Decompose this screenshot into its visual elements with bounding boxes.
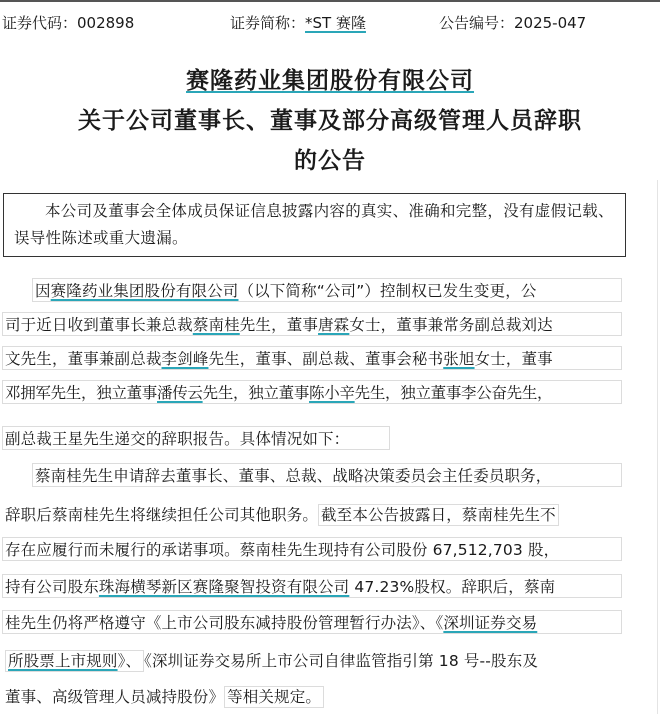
text: 董事、高级管理人员减持股份》: [5, 688, 225, 706]
text: 司于近日收到董事长兼总裁: [5, 316, 193, 334]
body-line: [2, 502, 622, 526]
body-line: [2, 380, 622, 404]
text: 先生，独立董事: [202, 384, 310, 402]
text: 文先生，董事兼副总裁: [5, 350, 162, 368]
security-code: 证券代码：002898: [2, 14, 135, 32]
text: 副总裁王星先生递交的辞职报告。具体情况如下：: [5, 430, 350, 448]
body-line: [2, 312, 622, 336]
text: 47.23%股权。辞职后，蔡南: [349, 578, 556, 596]
body-line: [32, 463, 622, 487]
text: 截至本公告披露日，蔡南桂先生不: [318, 504, 559, 526]
security-abbr-link[interactable]: *ST 赛隆: [305, 14, 366, 32]
person-link[interactable]: 潘传云: [157, 384, 203, 402]
security-abbr-label: [230, 10, 366, 36]
text: 》、: [117, 652, 142, 670]
body-line: [2, 648, 622, 672]
text: 蔡南桂先生申请辞去董事长、董事、总裁、战略决策委员会主任委员职务，: [35, 467, 552, 485]
text: （以下简称“公司”）控制权已发生变更，公: [238, 282, 537, 300]
text: 邓拥军先生，独立董事: [5, 384, 158, 402]
person-link[interactable]: 李剑峰: [161, 350, 209, 368]
abbr-label: 证券简称：: [230, 14, 306, 32]
top-border: [0, 0, 660, 2]
text: 先生，独立董事李公奋先生，: [354, 384, 553, 402]
text: 先生，董事: [239, 316, 319, 334]
body-line: [2, 537, 622, 561]
regulation-link-box: [5, 650, 144, 672]
regulation-link[interactable]: 所股票上市规则: [8, 652, 118, 670]
person-link[interactable]: 唐霖: [318, 316, 350, 334]
body-line: [2, 574, 622, 598]
person-link[interactable]: 蔡南桂: [192, 316, 240, 334]
text: 女士，董事兼常务副总裁刘达: [349, 316, 553, 334]
company-title: [0, 62, 660, 95]
text: 《深圳证券交易所上市公司自律监管指引第 18 号--股东及: [144, 652, 538, 670]
person-link[interactable]: 张旭: [443, 350, 475, 368]
page-edge: [657, 180, 658, 714]
disclaimer-box: [3, 193, 626, 257]
company-name-link[interactable]: 珠海横琴新区赛隆聚智投资有限公司: [98, 578, 350, 596]
text: 桂先生仍将严格遵守《上市公司股东减持股份管理暂行办法》、《: [5, 614, 444, 632]
announcement-title-line2: 关于公司董事长、董事及部分高级管理人员辞职: [78, 108, 582, 134]
text: 等相关规定。: [224, 686, 324, 708]
body-line: [2, 346, 622, 370]
regulation-link[interactable]: 深圳证券交易: [443, 614, 538, 632]
body-line: [2, 684, 622, 708]
notice-number: 公告编号：2025-047: [439, 14, 587, 32]
body-line: [32, 278, 622, 302]
text: 持有公司股东: [5, 578, 99, 596]
text: 因: [35, 282, 51, 300]
text: 女士，董事: [474, 350, 553, 368]
company-name-link[interactable]: 赛隆药业集团股份有限公司: [186, 68, 474, 94]
body-line: [2, 426, 390, 450]
announcement-header: [2, 10, 660, 36]
body-line: [2, 610, 622, 634]
text: 辞职后蔡南桂先生将继续担任公司其他职务。: [5, 506, 319, 524]
text: 先生，董事、副总裁、董事会秘书: [208, 350, 444, 368]
disclaimer-text: 本公司及董事会全体成员保证信息披露内容的真实、准确和完整，没有虚假记载、误导性陈述或重大遗漏。: [14, 202, 614, 247]
company-name-link[interactable]: 赛隆药业集团股份有限公司: [50, 282, 239, 300]
text: 存在应履行而未履行的承诺事项。蔡南桂先生现持有公司股份 67,512,703 股，: [5, 541, 560, 559]
person-link[interactable]: 陈小辛: [309, 384, 355, 402]
announcement-title-line3: 的公告: [294, 148, 366, 174]
